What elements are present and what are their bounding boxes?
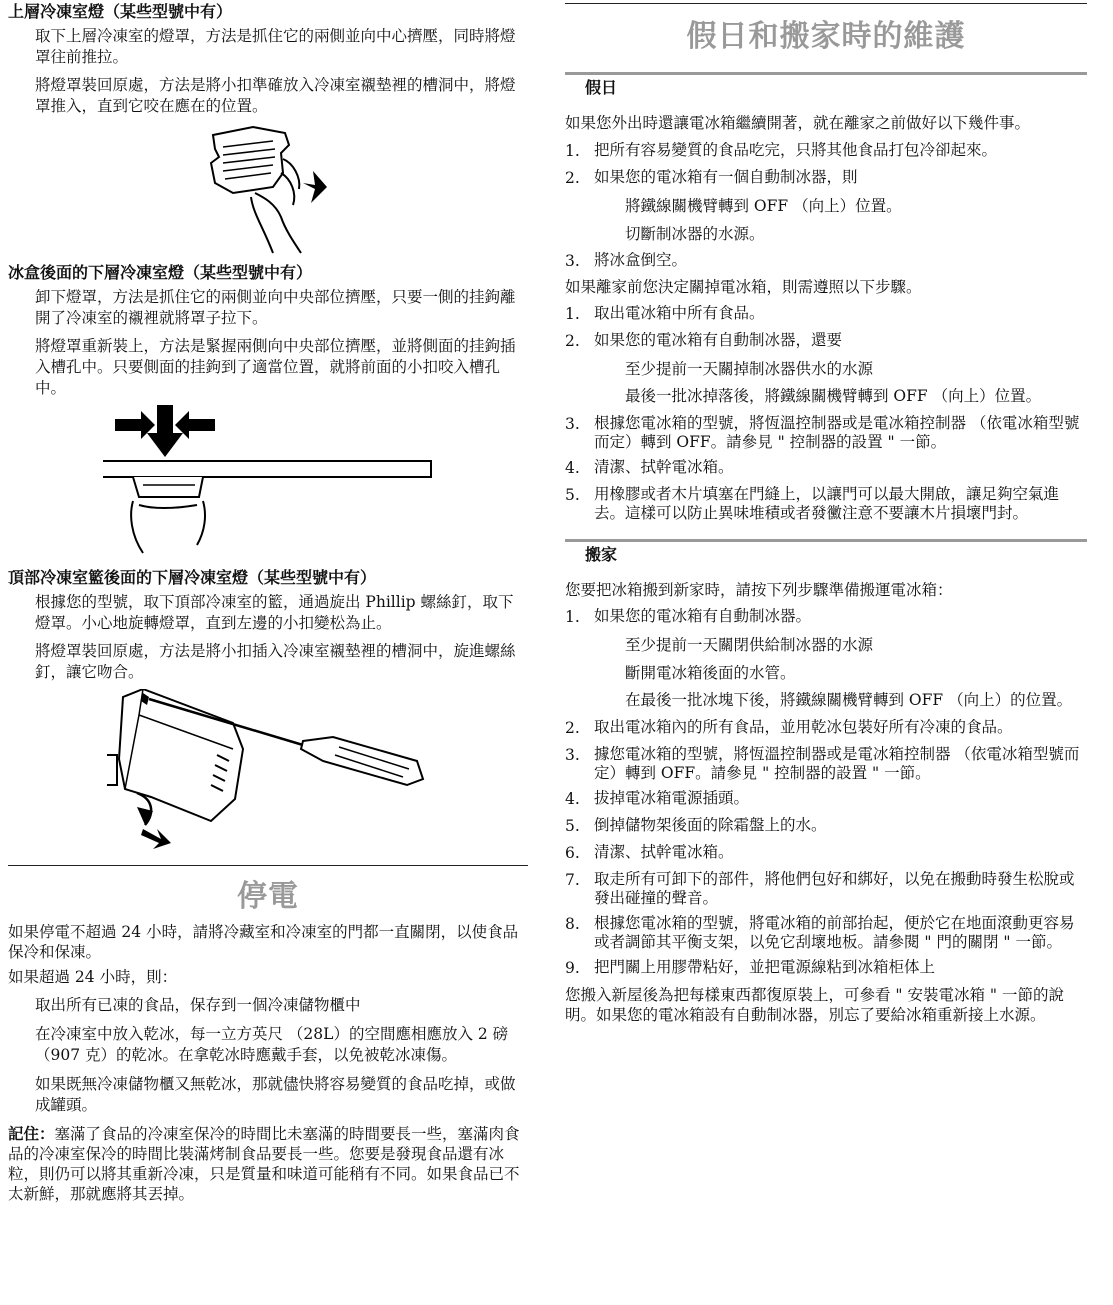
figure-screwdriver-light-shield (8, 689, 528, 849)
lower-freezer-light-remove-text: 卸下燈罩，方法是抓住它的兩側並向中央部位擠壓，只要一側的挂鉤離開了冷凍室的襯裡就將罩子拉下。 (35, 288, 516, 327)
vacation-turn-off-intro: 如果離家前您決定關掉電冰箱，則需遵照以下步驟。 (565, 278, 922, 296)
section-divider (8, 865, 528, 866)
outage-item-freezer-locker: 取出所有已凍的食品，保存到一個冷凍儲物櫃中 (35, 996, 361, 1014)
upper-freezer-light-remove-text: 取下上層冷凍室的燈罩，方法是抓住它的兩側並向中心擠壓，同時將燈罩往前推拉。 (35, 27, 516, 66)
outage-intro-text: 如果停電不超過 24 小時，請將冷藏室和冷凍室的門都一直關閉，以使食品保冷和保凍。 (8, 923, 519, 961)
note-text: 塞滿了食品的冷凍室保冷的時間比未塞滿的時間要長一些，塞滿肉食品的冷凍室保冷的時間比裝滿烤制食品要長一些。您要是發現食品還有冰粒，則仍可以將其重新冷凍，只是質量和味道可能稍有不同。如果食品已不太新鮮，那就應將其丟掉。 (8, 1125, 520, 1203)
lower-freezer-light-replace-text: 將燈罩重新裝上，方法是緊握兩側向中央部位擠壓，並將側面的挂鉤插入槽孔中。只要側面的挂鉤到了適當位置，就將前面的小扣咬入槽孔中。 (35, 337, 516, 397)
moving-step-7: 7. 取走所有可卸下的部件，將他們包好和綁好，以免在搬動時發生松脫或發出碰撞的聲音。 (565, 870, 1075, 907)
moving-intro-text: 您要把冰箱搬到新家時，請按下列步驟準備搬運電冰箱： (565, 581, 953, 599)
vacation-heading: 假日 (565, 72, 1087, 101)
moving-step-8: 8. 根據您電冰箱的型號，將電冰箱的前部抬起，便於它在地面滾動更容易或者調節其平衡支架，以免它刮壞地板。請參閱 " 門的關閉 " 一節。 (565, 914, 1075, 951)
squeeze-light-shield-illustration (103, 405, 433, 560)
upper-freezer-light-replace-text: 將燈罩裝回原處，方法是將小扣準確放入冷凍室襯墊裡的槽洞中，將燈罩推入，直到它咬在應在的位置。 (35, 76, 516, 115)
moving-outro-text: 您搬入新屋後為把每樣東西都復原裝上，可參看 " 安裝電冰箱 " 一節的說明。如果您的電冰箱設有自動制冰器，別忘了要給冰箱重新接上水源。 (565, 986, 1064, 1024)
outage-item-eat-or-can: 如果既無冷凍儲物櫃又無乾冰，那就儘快將容易變質的食品吃掉，或做成罐頭。 (35, 1075, 516, 1114)
turn-off-step-2: 2. 如果您的電冰箱有自動制冰器，還要 (565, 331, 843, 350)
moving-step-1c: 在最後一批冰塊下後，將鐵線關機臂轉到 OFF （向上）的位置。 (625, 691, 1073, 709)
moving-step-2: 2. 取出電冰箱內的所有食品，並用乾冰包裝好所有冷凍的食品。 (565, 718, 1013, 737)
moving-step-4: 4. 拔掉電冰箱電源插頭。 (565, 789, 750, 808)
moving-step-1b: 斷開電冰箱後面的水管。 (625, 664, 796, 682)
power-outage-title: 停電 (237, 879, 299, 914)
turn-off-step-3: 3. 根據您電冰箱的型號，將恆溫控制器或是電冰箱控制器 （依電冰箱型號而定）轉到 OFF。請參見 " 控制器的設置 " 一節。 (565, 414, 1080, 451)
hand-light-shield-illustration (193, 123, 343, 255)
vacation-intro-text: 如果您外出時還讓電冰箱繼續開著，就在離家之前做好以下幾件事。 (565, 114, 1031, 132)
moving-step-1: 1. 如果您的電冰箱有自動制冰器。 (565, 607, 812, 626)
right-column (565, 0, 1087, 1025)
turn-off-step-2a: 至少提前一天關掉制冰器供水的水源 (625, 360, 874, 378)
left-column (8, 0, 528, 1204)
turn-off-step-5: 5. 用橡膠或者木片填塞在門縫上，以讓門可以最大開啟，讓足夠空氣進去。這樣可以防止異味堆積或者發黴注意不要讓木片損壞門封。 (565, 485, 1060, 522)
outage-over-24h-text: 如果超過 24 小時，則： (8, 968, 178, 986)
moving-step-5: 5. 倒掉儲物架後面的除霜盤上的水。 (565, 816, 827, 835)
vacation-step-3: 3. 將冰盒倒空。 (565, 251, 688, 270)
turn-off-step-1: 1. 取出電冰箱中所有食品。 (565, 304, 765, 323)
vacation-step-2a: 將鐵線關機臂轉到 OFF （向上）位置。 (625, 197, 902, 215)
outage-note (8, 1124, 528, 1204)
upper-freezer-light-heading: 上層冷凍室燈（某些型號中有） (8, 2, 233, 21)
vacation-step-2b: 切斷制冰器的水源。 (625, 225, 765, 243)
outage-item-dry-ice: 在冷凍室中放入乾冰，每一立方英尺 （28L）的空間應相應放入 2 磅 （907 克）的乾冰。在拿乾冰時應戴手套，以免被乾冰凍傷。 (35, 1025, 509, 1064)
basket-light-replace-text: 將燈罩裝回原處，方法是將小扣插入冷凍室襯墊裡的槽洞中，旋進螺絲釘，讓它吻合。 (35, 642, 516, 681)
lower-freezer-light-icebin-heading: 冰盒後面的下層冷凍室燈（某些型號中有） (8, 263, 313, 282)
moving-step-9: 9. 把門關上用膠帶粘好，並把電源線粘到冰箱柜体上 (565, 958, 936, 977)
moving-step-6: 6. 清潔、拭幹電冰箱。 (565, 843, 734, 862)
vacation-step-1: 1. 把所有容易變質的食品吃完，只將其他食品打包冷卻起來。 (565, 141, 998, 160)
turn-off-step-2b: 最後一批冰掉落後，將鐵線關機臂轉到 OFF （向上）位置。 (625, 387, 1042, 405)
basket-light-remove-text: 根據您的型號，取下頂部冷凍室的籃，通過旋出 Phillip 螺絲釘，取下燈罩。小心地旋轉燈罩，直到左邊的小扣變松為止。 (35, 593, 514, 632)
vacation-moving-title: 假日和搬家時的維護 (686, 19, 966, 54)
figure-hand-removing-light-shield (8, 123, 528, 255)
vacation-step-2: 2. 如果您的電冰箱有一個自動制冰器，則 (565, 168, 858, 187)
lower-freezer-light-basket-heading: 頂部冷凍室籃後面的下層冷凍室燈（某些型號中有） (8, 568, 377, 587)
moving-step-1a: 至少提前一天關閉供給制冰器的水源 (625, 636, 874, 654)
moving-heading: 搬家 (565, 539, 1087, 568)
top-divider (565, 3, 1087, 4)
turn-off-step-4: 4. 清潔、拭幹電冰箱。 (565, 458, 734, 477)
figure-squeeze-light-shield (8, 405, 528, 560)
screwdriver-light-shield-illustration (103, 689, 443, 849)
moving-step-3: 3. 據您電冰箱的型號，將恆溫控制器或是電冰箱控制器 （依電冰箱型號而定）轉到 OFF。請參見 " 控制器的設置 " 一節。 (565, 745, 1080, 782)
note-label: 記住： (8, 1124, 55, 1143)
